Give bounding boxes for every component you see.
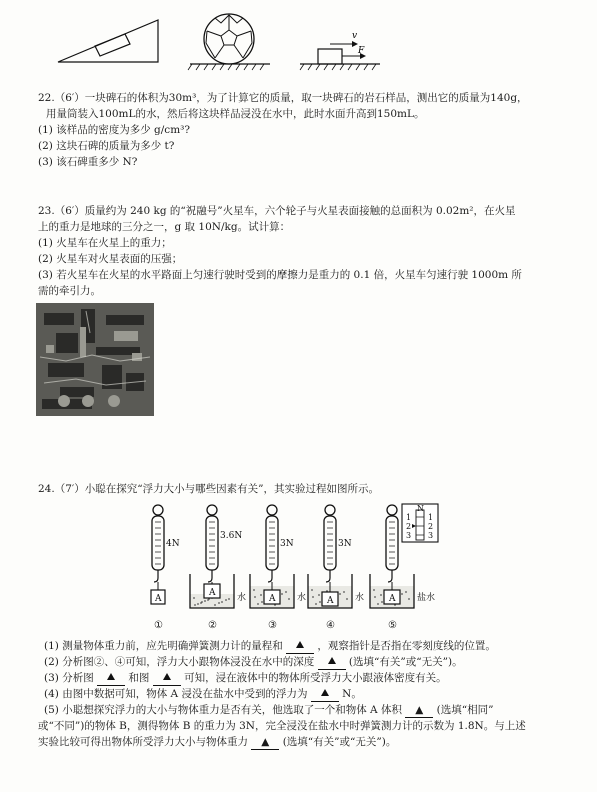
question-22 xyxy=(38,92,528,172)
block-label: A xyxy=(155,594,162,604)
scale-hook-ring xyxy=(387,505,397,515)
liquid-dot xyxy=(312,596,314,598)
scale-bottom-hook xyxy=(388,570,392,582)
scale-reading: 3.6N xyxy=(220,531,243,541)
scale-hook-ring xyxy=(207,505,217,515)
q23-line: (3) 若火星车在火星的水平路面上匀速行驶时受到的摩擦力是重力的 0.1 倍，火星车匀速行驶 1000m 所 xyxy=(38,269,522,281)
q24-intro: 24.（7′）小聪在探究“浮力大小与哪些因素有关”，其实验过程如图所示。 xyxy=(38,483,379,495)
spring-scale-experiment-figure xyxy=(140,502,445,632)
answer-blank[interactable] xyxy=(153,672,181,686)
q22-line: 22.（6′）一块碑石的体积为30m³，为了计算它的质量，取一块碑石的岩石样品，测出它的质量为140g， xyxy=(38,92,528,104)
liquid-label: 水 xyxy=(355,593,365,603)
scale-hook-ring xyxy=(325,505,335,515)
part-text: (4) 由图中数据可知，物体 A 浸没在盐水中受到的浮力为 xyxy=(44,688,308,700)
liquid-dot xyxy=(373,589,375,591)
liquid-label: 水 xyxy=(297,593,307,603)
q22-line: (2) 这块石碑的质量为多少 t? xyxy=(38,140,175,152)
q24-part-3 xyxy=(38,672,526,688)
answer-blank[interactable] xyxy=(311,688,339,702)
q23-line: 需的牵引力。 xyxy=(38,285,101,297)
liquid-dot xyxy=(381,601,383,603)
part-text: (2) 分析图②、④可知，浮力大小跟物体浸没在水中的深度 xyxy=(44,656,315,668)
liquid-dot xyxy=(194,604,196,606)
liquid-dot xyxy=(380,594,382,596)
step-label: ⑤ xyxy=(388,620,397,631)
block-label: A xyxy=(269,594,276,604)
q23-line: (2) 火星车对火星表面的压强； xyxy=(38,253,183,265)
liquid-dot xyxy=(346,598,348,600)
q24-parts xyxy=(38,640,526,752)
liquid-dot xyxy=(225,599,227,601)
scale-bottom-hook xyxy=(268,570,272,582)
block-label: A xyxy=(389,594,396,604)
liquid-dot xyxy=(285,591,287,593)
part-text: (选填“相同” xyxy=(436,704,494,716)
q24-part-2 xyxy=(38,656,526,672)
liquid-dot xyxy=(221,601,223,603)
force-label: F xyxy=(358,46,365,56)
answer-blank[interactable] xyxy=(97,672,125,686)
liquid-dot xyxy=(408,598,410,600)
q23-line: (1) 火星车在火星上的重力； xyxy=(38,237,172,249)
liquid-dot xyxy=(257,603,259,605)
part-text: (选填“有关”或“无关”)。 xyxy=(282,736,397,748)
liquid-dot xyxy=(311,589,313,591)
scale-reading: 4N xyxy=(166,539,180,549)
scale-hook-ring xyxy=(267,505,277,515)
scale-reading: 3N xyxy=(280,539,294,549)
dial-tick-right: 1 xyxy=(428,513,434,522)
q23-line: 23.（6′）质量约为 240 kg 的“祝融号”火星车，六个轮子与火星表面接触的总面积为 0.02m²，在火星 xyxy=(38,205,516,217)
block-label: A xyxy=(327,596,334,606)
step-label: ① xyxy=(154,620,163,631)
part-text: (3) 分析图 xyxy=(44,672,94,684)
liquid-dot xyxy=(260,594,262,596)
liquid-dot xyxy=(254,596,256,598)
liquid-dot xyxy=(193,597,195,599)
part-text: 实验比较可得出物体所受浮力大小与物体重力 xyxy=(38,736,248,748)
liquid-dot xyxy=(197,603,199,605)
part-text: N。 xyxy=(342,688,362,700)
part-text: 可知，浸在液体中的物体所受浮力大小跟液体密度有关。 xyxy=(184,672,447,684)
liquid-dot xyxy=(377,603,379,605)
step-label: ④ xyxy=(326,620,335,631)
liquid-dot xyxy=(288,598,290,600)
liquid-dot xyxy=(319,601,321,603)
q22-line: (3) 该石碑重多少 N? xyxy=(38,156,138,168)
scale-bottom-hook xyxy=(208,570,212,582)
part-text: (1) 测量物体重力前，应先明确弹簧测力计的量程和 xyxy=(44,640,283,652)
liquid-dot xyxy=(201,601,203,603)
spring-scale-body xyxy=(386,516,398,570)
q22-line: 用量筒装入100mL的水，然后将这块样品浸没在水中，此时水面升高到150mL。 xyxy=(46,108,425,120)
q24-part-5-line1 xyxy=(38,704,526,720)
q24-part-5-line3 xyxy=(38,736,526,752)
q22-line: (1) 该样品的密度为多少 g/cm³? xyxy=(38,124,190,136)
liquid-dot xyxy=(343,591,345,593)
liquid-dot xyxy=(405,591,407,593)
spring-scale-body xyxy=(324,516,336,570)
liquid-dot xyxy=(253,589,255,591)
q24-part-4 xyxy=(38,688,526,704)
liquid-dot xyxy=(315,603,317,605)
spring-scale-body xyxy=(152,516,164,570)
dial-unit: N xyxy=(417,504,424,513)
scale-hook-ring xyxy=(153,505,163,515)
liquid-dot xyxy=(401,593,403,595)
spring-scale-body xyxy=(266,516,278,570)
answer-blank[interactable]: ▲ xyxy=(251,736,279,750)
dial-tick-right: 3 xyxy=(428,531,434,540)
block-label: A xyxy=(209,588,216,598)
top-figures xyxy=(0,6,597,78)
answer-blank[interactable]: ▲ xyxy=(405,704,433,718)
answer-blank[interactable] xyxy=(286,640,314,654)
part-text: (5) 小聪想探究浮力的大小与物体重力是否有关，他选取了一个和物体 A 体积 xyxy=(44,704,402,716)
mars-rover-photo xyxy=(36,303,154,416)
dial-tick-left: 2 xyxy=(406,522,412,531)
liquid-dot xyxy=(204,600,206,602)
liquid-dot xyxy=(228,598,230,600)
spring-scale-body xyxy=(206,516,218,570)
liquid-dot xyxy=(281,593,283,595)
liquid-dot xyxy=(261,601,263,603)
answer-blank[interactable] xyxy=(318,656,346,670)
q24-part-5-line2: 或“不同”)的物体 B，测得物体 B 的重力为 3N，完全浸没在盐水中时弹簧测力计的示数为 1.8N。与上述 xyxy=(38,720,526,732)
liquid-dot xyxy=(318,594,320,596)
step-label: ③ xyxy=(268,620,277,631)
scale-bottom-hook xyxy=(154,570,158,582)
part-text: (选填“有关”或“无关”)。 xyxy=(348,656,463,668)
question-24 xyxy=(38,483,379,499)
scale-bottom-hook xyxy=(326,570,330,582)
liquid-dot xyxy=(339,593,341,595)
liquid-dot xyxy=(374,596,376,598)
dial-tick-right: 2 xyxy=(428,522,434,531)
liquid-label: 盐水 xyxy=(417,593,436,603)
incline-figure xyxy=(58,20,158,62)
liquid-label: 水 xyxy=(237,593,247,603)
question-23 xyxy=(38,205,522,301)
step-label: ② xyxy=(208,620,217,631)
liquid-dot xyxy=(214,604,216,606)
velocity-label: v xyxy=(352,31,358,41)
q24-part-1 xyxy=(38,640,526,656)
liquid-dot xyxy=(218,602,220,604)
scale-reading: 3N xyxy=(338,539,352,549)
ball-on-ground-figure xyxy=(188,14,270,70)
dial-tick-left: 1 xyxy=(406,513,412,522)
part-text: 和图 xyxy=(128,672,150,684)
part-text: ，观察指针是否指在零刻度线的位置。 xyxy=(317,640,496,652)
block-force-figure xyxy=(300,31,380,70)
dial-tick-left: 3 xyxy=(406,531,412,540)
q23-line: 上的重力是地球的三分之一，g 取 10N/kg。试计算： xyxy=(38,221,291,233)
